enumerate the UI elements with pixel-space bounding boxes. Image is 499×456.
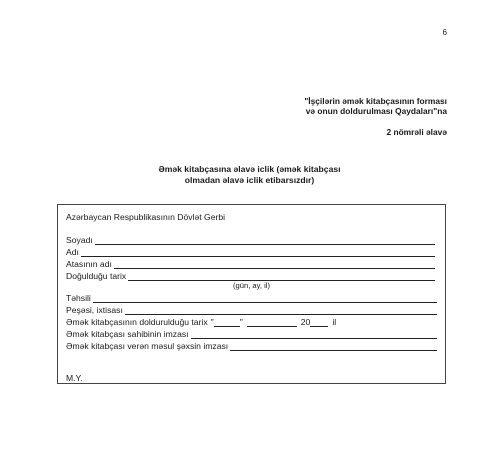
issuer-signature-row xyxy=(66,340,437,351)
title-line-2: olmadan əlavə iclik etibarsızdır) xyxy=(184,175,315,185)
fill-date-quote-open: " xyxy=(210,317,214,327)
issuer-signature-field[interactable] xyxy=(230,342,437,351)
fill-date-month-field[interactable] xyxy=(247,318,297,327)
holder-signature-row xyxy=(66,328,437,339)
holder-signature-label: Əmək kitabçası sahibinin imzası xyxy=(66,329,189,339)
surname-field[interactable] xyxy=(95,236,435,245)
education-field[interactable] xyxy=(93,294,437,303)
profession-label: Peşəsi, ixtisası xyxy=(66,305,123,315)
reference-line-2: və onun doldurulması Qaydaları"na xyxy=(305,106,447,116)
holder-signature-field[interactable] xyxy=(191,330,437,339)
reference-line-1: "İşçilərin əmək kitabçasının forması xyxy=(304,96,447,106)
date-format-hint: (gün, ay, il) xyxy=(233,281,270,290)
state-emblem-label: Azərbaycan Respublikasının Dövlət Gerbi xyxy=(66,212,226,222)
fill-date-year-suffix: il xyxy=(332,317,337,327)
birth-date-label: Doğulduğu tarix xyxy=(66,271,127,281)
name-field[interactable] xyxy=(81,248,435,257)
patronymic-label: Atasının adı xyxy=(66,259,112,269)
birth-date-row xyxy=(66,270,435,281)
fill-date-label: Əmək kitabçasının doldurulduğu tarix xyxy=(66,317,208,327)
fill-date-row xyxy=(66,316,437,327)
fill-date-quote-close: " xyxy=(239,317,243,327)
name-row xyxy=(66,246,435,257)
document-title xyxy=(0,164,499,186)
page-number: 6 xyxy=(442,28,447,37)
profession-row xyxy=(66,304,437,315)
stamp-place-label: M.Y. xyxy=(66,373,83,383)
surname-label: Soyadı xyxy=(66,235,93,245)
patronymic-row xyxy=(66,258,435,269)
insert-form xyxy=(57,204,446,384)
surname-row xyxy=(66,234,435,245)
emblem-row xyxy=(66,211,437,222)
title-line-1: Əmək kitabçasına əlavə iclik (əmək kitabçası xyxy=(158,164,341,174)
regulation-reference xyxy=(304,96,447,116)
appendix-label: 2 nömrəli əlavə xyxy=(386,127,447,137)
fill-date-year-prefix: 20 xyxy=(300,317,311,327)
fill-date-day-field[interactable] xyxy=(214,318,240,327)
fill-date-year-field[interactable] xyxy=(310,318,328,327)
issuer-signature-label: Əmək kitabçası verən məsul şəxsin imzası xyxy=(66,341,229,351)
education-row xyxy=(66,292,437,303)
name-label: Adı xyxy=(66,247,79,257)
education-label: Təhsili xyxy=(66,293,91,303)
patronymic-field[interactable] xyxy=(114,260,435,269)
stamp-row xyxy=(66,372,437,383)
birth-date-field[interactable] xyxy=(128,272,435,281)
profession-field[interactable] xyxy=(125,306,437,315)
